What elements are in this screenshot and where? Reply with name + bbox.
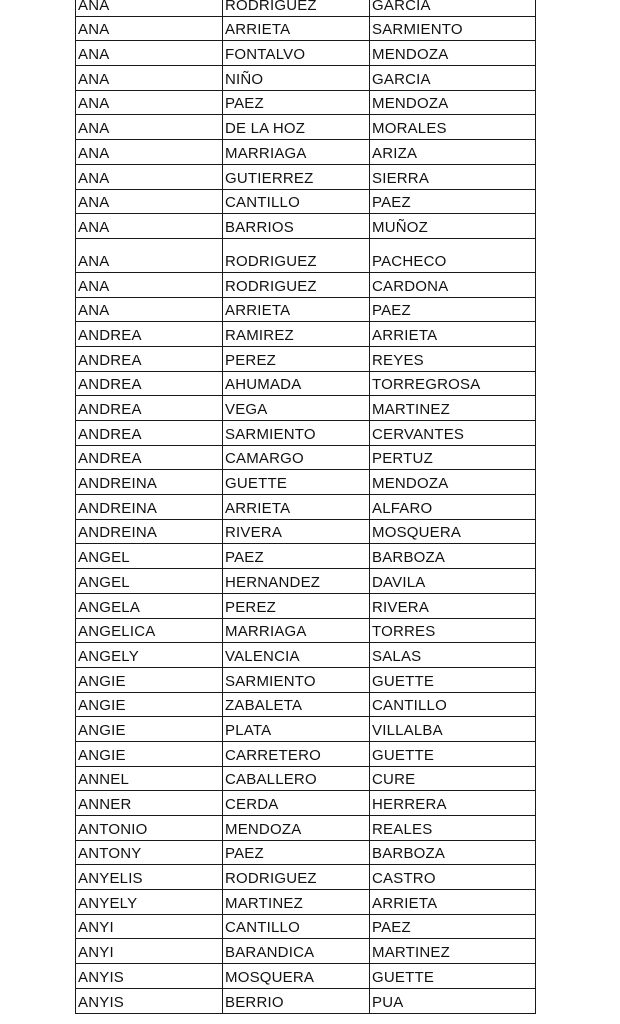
first-name-cell: ANA xyxy=(75,239,222,272)
table-row xyxy=(75,791,536,816)
table-row xyxy=(75,915,536,940)
first-surname-cell: BARRIOS xyxy=(222,214,369,238)
first-surname-cell: RIVERA xyxy=(222,520,369,544)
first-name-cell: ANDREINA xyxy=(75,520,222,544)
first-surname-cell: CANTILLO xyxy=(222,190,369,214)
table-row xyxy=(75,446,536,471)
table-row xyxy=(75,115,536,140)
second-surname-cell: MENDOZA xyxy=(369,41,536,65)
second-surname-cell: HERRERA xyxy=(369,791,536,815)
first-name-cell: ANDREA xyxy=(75,396,222,420)
first-surname-cell: VALENCIA xyxy=(222,643,369,667)
first-name-cell: ANYELY xyxy=(75,890,222,914)
second-surname-cell: BARBOZA xyxy=(369,841,536,865)
second-surname-cell: DAVILA xyxy=(369,569,536,593)
first-surname-cell: NIÑO xyxy=(222,66,369,90)
second-surname-cell: BARBOZA xyxy=(369,544,536,568)
table-row xyxy=(75,964,536,989)
table-row xyxy=(75,594,536,619)
table-row xyxy=(75,939,536,964)
second-surname-cell: MORALES xyxy=(369,115,536,139)
first-surname-cell: PAEZ xyxy=(222,91,369,115)
first-surname-cell: CARRETERO xyxy=(222,742,369,766)
table-row xyxy=(75,767,536,792)
first-surname-cell: RODRIGUEZ xyxy=(222,239,369,272)
first-name-cell: ANA xyxy=(75,190,222,214)
second-surname-cell: CASTRO xyxy=(369,865,536,889)
table-row xyxy=(75,544,536,569)
table-row xyxy=(75,298,536,323)
second-surname-cell: PERTUZ xyxy=(369,446,536,470)
first-name-cell: ANDREA xyxy=(75,347,222,371)
second-surname-cell: GUETTE xyxy=(369,964,536,988)
first-name-cell: ANGEL xyxy=(75,544,222,568)
first-name-cell: ANGIE xyxy=(75,742,222,766)
second-surname-cell: PUA xyxy=(369,989,536,1013)
table-row xyxy=(75,495,536,520)
first-surname-cell: DE LA HOZ xyxy=(222,115,369,139)
second-surname-cell: CARDONA xyxy=(369,273,536,297)
table-row xyxy=(75,619,536,644)
table-row xyxy=(75,190,536,215)
second-surname-cell: SIERRA xyxy=(369,165,536,189)
second-surname-cell: GARCIA xyxy=(369,0,536,16)
first-surname-cell: MARRIAGA xyxy=(222,140,369,164)
table-row xyxy=(75,239,536,273)
table-row xyxy=(75,372,536,397)
first-name-cell: ANA xyxy=(75,17,222,41)
first-surname-cell: PEREZ xyxy=(222,594,369,618)
second-surname-cell: GUETTE xyxy=(369,742,536,766)
table-row xyxy=(75,91,536,116)
table-row xyxy=(75,520,536,545)
first-name-cell: ANA xyxy=(75,273,222,297)
table-row xyxy=(75,643,536,668)
second-surname-cell: GUETTE xyxy=(369,668,536,692)
first-name-cell: ANDREA xyxy=(75,421,222,445)
table-row xyxy=(75,717,536,742)
second-surname-cell: TORREGROSA xyxy=(369,372,536,396)
second-surname-cell: SARMIENTO xyxy=(369,17,536,41)
first-name-cell: ANDREA xyxy=(75,446,222,470)
first-name-cell: ANYI xyxy=(75,939,222,963)
first-name-cell: ANDREA xyxy=(75,372,222,396)
table-row xyxy=(75,0,536,17)
second-surname-cell: RIVERA xyxy=(369,594,536,618)
second-surname-cell: ARIZA xyxy=(369,140,536,164)
first-surname-cell: ARRIETA xyxy=(222,298,369,322)
first-name-cell: ANA xyxy=(75,91,222,115)
table-row xyxy=(75,66,536,91)
first-surname-cell: VEGA xyxy=(222,396,369,420)
first-surname-cell: BARANDICA xyxy=(222,939,369,963)
table-row xyxy=(75,17,536,42)
second-surname-cell: PAEZ xyxy=(369,915,536,939)
second-surname-cell: CANTILLO xyxy=(369,693,536,717)
first-surname-cell: AHUMADA xyxy=(222,372,369,396)
table-row xyxy=(75,347,536,372)
first-surname-cell: CAMARGO xyxy=(222,446,369,470)
first-surname-cell: MOSQUERA xyxy=(222,964,369,988)
first-surname-cell: HERNANDEZ xyxy=(222,569,369,593)
first-surname-cell: ARRIETA xyxy=(222,495,369,519)
first-surname-cell: PLATA xyxy=(222,717,369,741)
second-surname-cell: CERVANTES xyxy=(369,421,536,445)
first-name-cell: ANGIE xyxy=(75,717,222,741)
table-row xyxy=(75,140,536,165)
first-name-cell: ANGELA xyxy=(75,594,222,618)
first-surname-cell: GUETTE xyxy=(222,470,369,494)
table-row xyxy=(75,396,536,421)
first-name-cell: ANYIS xyxy=(75,989,222,1013)
first-name-cell: ANA xyxy=(75,298,222,322)
first-surname-cell: RODRIGUEZ xyxy=(222,0,369,16)
table-row xyxy=(75,273,536,298)
second-surname-cell: PAEZ xyxy=(369,190,536,214)
second-surname-cell: MARTINEZ xyxy=(369,396,536,420)
first-surname-cell: ARRIETA xyxy=(222,17,369,41)
first-name-cell: ANYI xyxy=(75,915,222,939)
first-surname-cell: CERDA xyxy=(222,791,369,815)
second-surname-cell: MENDOZA xyxy=(369,91,536,115)
first-name-cell: ANYIS xyxy=(75,964,222,988)
first-surname-cell: PAEZ xyxy=(222,841,369,865)
first-surname-cell: SARMIENTO xyxy=(222,421,369,445)
first-name-cell: ANA xyxy=(75,0,222,16)
second-surname-cell: ALFARO xyxy=(369,495,536,519)
first-name-cell: ANGELICA xyxy=(75,619,222,643)
second-surname-cell: ARRIETA xyxy=(369,322,536,346)
first-surname-cell: MARRIAGA xyxy=(222,619,369,643)
first-surname-cell: CABALLERO xyxy=(222,767,369,791)
second-surname-cell: SALAS xyxy=(369,643,536,667)
table-row xyxy=(75,214,536,239)
table-row xyxy=(75,816,536,841)
second-surname-cell: GARCIA xyxy=(369,66,536,90)
second-surname-cell: ARRIETA xyxy=(369,890,536,914)
first-name-cell: ANA xyxy=(75,165,222,189)
first-surname-cell: RODRIGUEZ xyxy=(222,865,369,889)
first-surname-cell: CANTILLO xyxy=(222,915,369,939)
table-row xyxy=(75,41,536,66)
first-name-cell: ANGIE xyxy=(75,693,222,717)
first-surname-cell: PAEZ xyxy=(222,544,369,568)
table-row xyxy=(75,841,536,866)
table-row xyxy=(75,742,536,767)
table-row xyxy=(75,569,536,594)
first-name-cell: ANGIE xyxy=(75,668,222,692)
names-table xyxy=(75,0,536,1014)
first-name-cell: ANA xyxy=(75,66,222,90)
second-surname-cell: PACHECO xyxy=(369,239,536,272)
first-name-cell: ANDREINA xyxy=(75,495,222,519)
first-name-cell: ANA xyxy=(75,115,222,139)
first-name-cell: ANA xyxy=(75,214,222,238)
table-row xyxy=(75,322,536,347)
second-surname-cell: MENDOZA xyxy=(369,470,536,494)
table-row xyxy=(75,865,536,890)
first-surname-cell: MARTINEZ xyxy=(222,890,369,914)
first-surname-cell: RAMIREZ xyxy=(222,322,369,346)
first-name-cell: ANA xyxy=(75,41,222,65)
first-surname-cell: RODRIGUEZ xyxy=(222,273,369,297)
table-row xyxy=(75,693,536,718)
table-row xyxy=(75,890,536,915)
first-surname-cell: MENDOZA xyxy=(222,816,369,840)
second-surname-cell: REYES xyxy=(369,347,536,371)
table-row xyxy=(75,165,536,190)
second-surname-cell: PAEZ xyxy=(369,298,536,322)
table-row xyxy=(75,668,536,693)
second-surname-cell: MOSQUERA xyxy=(369,520,536,544)
first-name-cell: ANGELY xyxy=(75,643,222,667)
first-name-cell: ANDREINA xyxy=(75,470,222,494)
first-surname-cell: FONTALVO xyxy=(222,41,369,65)
table-row xyxy=(75,421,536,446)
first-name-cell: ANGEL xyxy=(75,569,222,593)
first-name-cell: ANNER xyxy=(75,791,222,815)
first-surname-cell: BERRIO xyxy=(222,989,369,1013)
first-surname-cell: SARMIENTO xyxy=(222,668,369,692)
first-name-cell: ANYELIS xyxy=(75,865,222,889)
second-surname-cell: TORRES xyxy=(369,619,536,643)
first-name-cell: ANNEL xyxy=(75,767,222,791)
table-row xyxy=(75,989,536,1014)
second-surname-cell: CURE xyxy=(369,767,536,791)
first-surname-cell: ZABALETA xyxy=(222,693,369,717)
second-surname-cell: MUÑOZ xyxy=(369,214,536,238)
second-surname-cell: MARTINEZ xyxy=(369,939,536,963)
first-surname-cell: GUTIERREZ xyxy=(222,165,369,189)
second-surname-cell: REALES xyxy=(369,816,536,840)
first-name-cell: ANA xyxy=(75,140,222,164)
first-name-cell: ANTONY xyxy=(75,841,222,865)
table-row xyxy=(75,470,536,495)
first-surname-cell: PEREZ xyxy=(222,347,369,371)
first-name-cell: ANDREA xyxy=(75,322,222,346)
second-surname-cell: VILLALBA xyxy=(369,717,536,741)
first-name-cell: ANTONIO xyxy=(75,816,222,840)
